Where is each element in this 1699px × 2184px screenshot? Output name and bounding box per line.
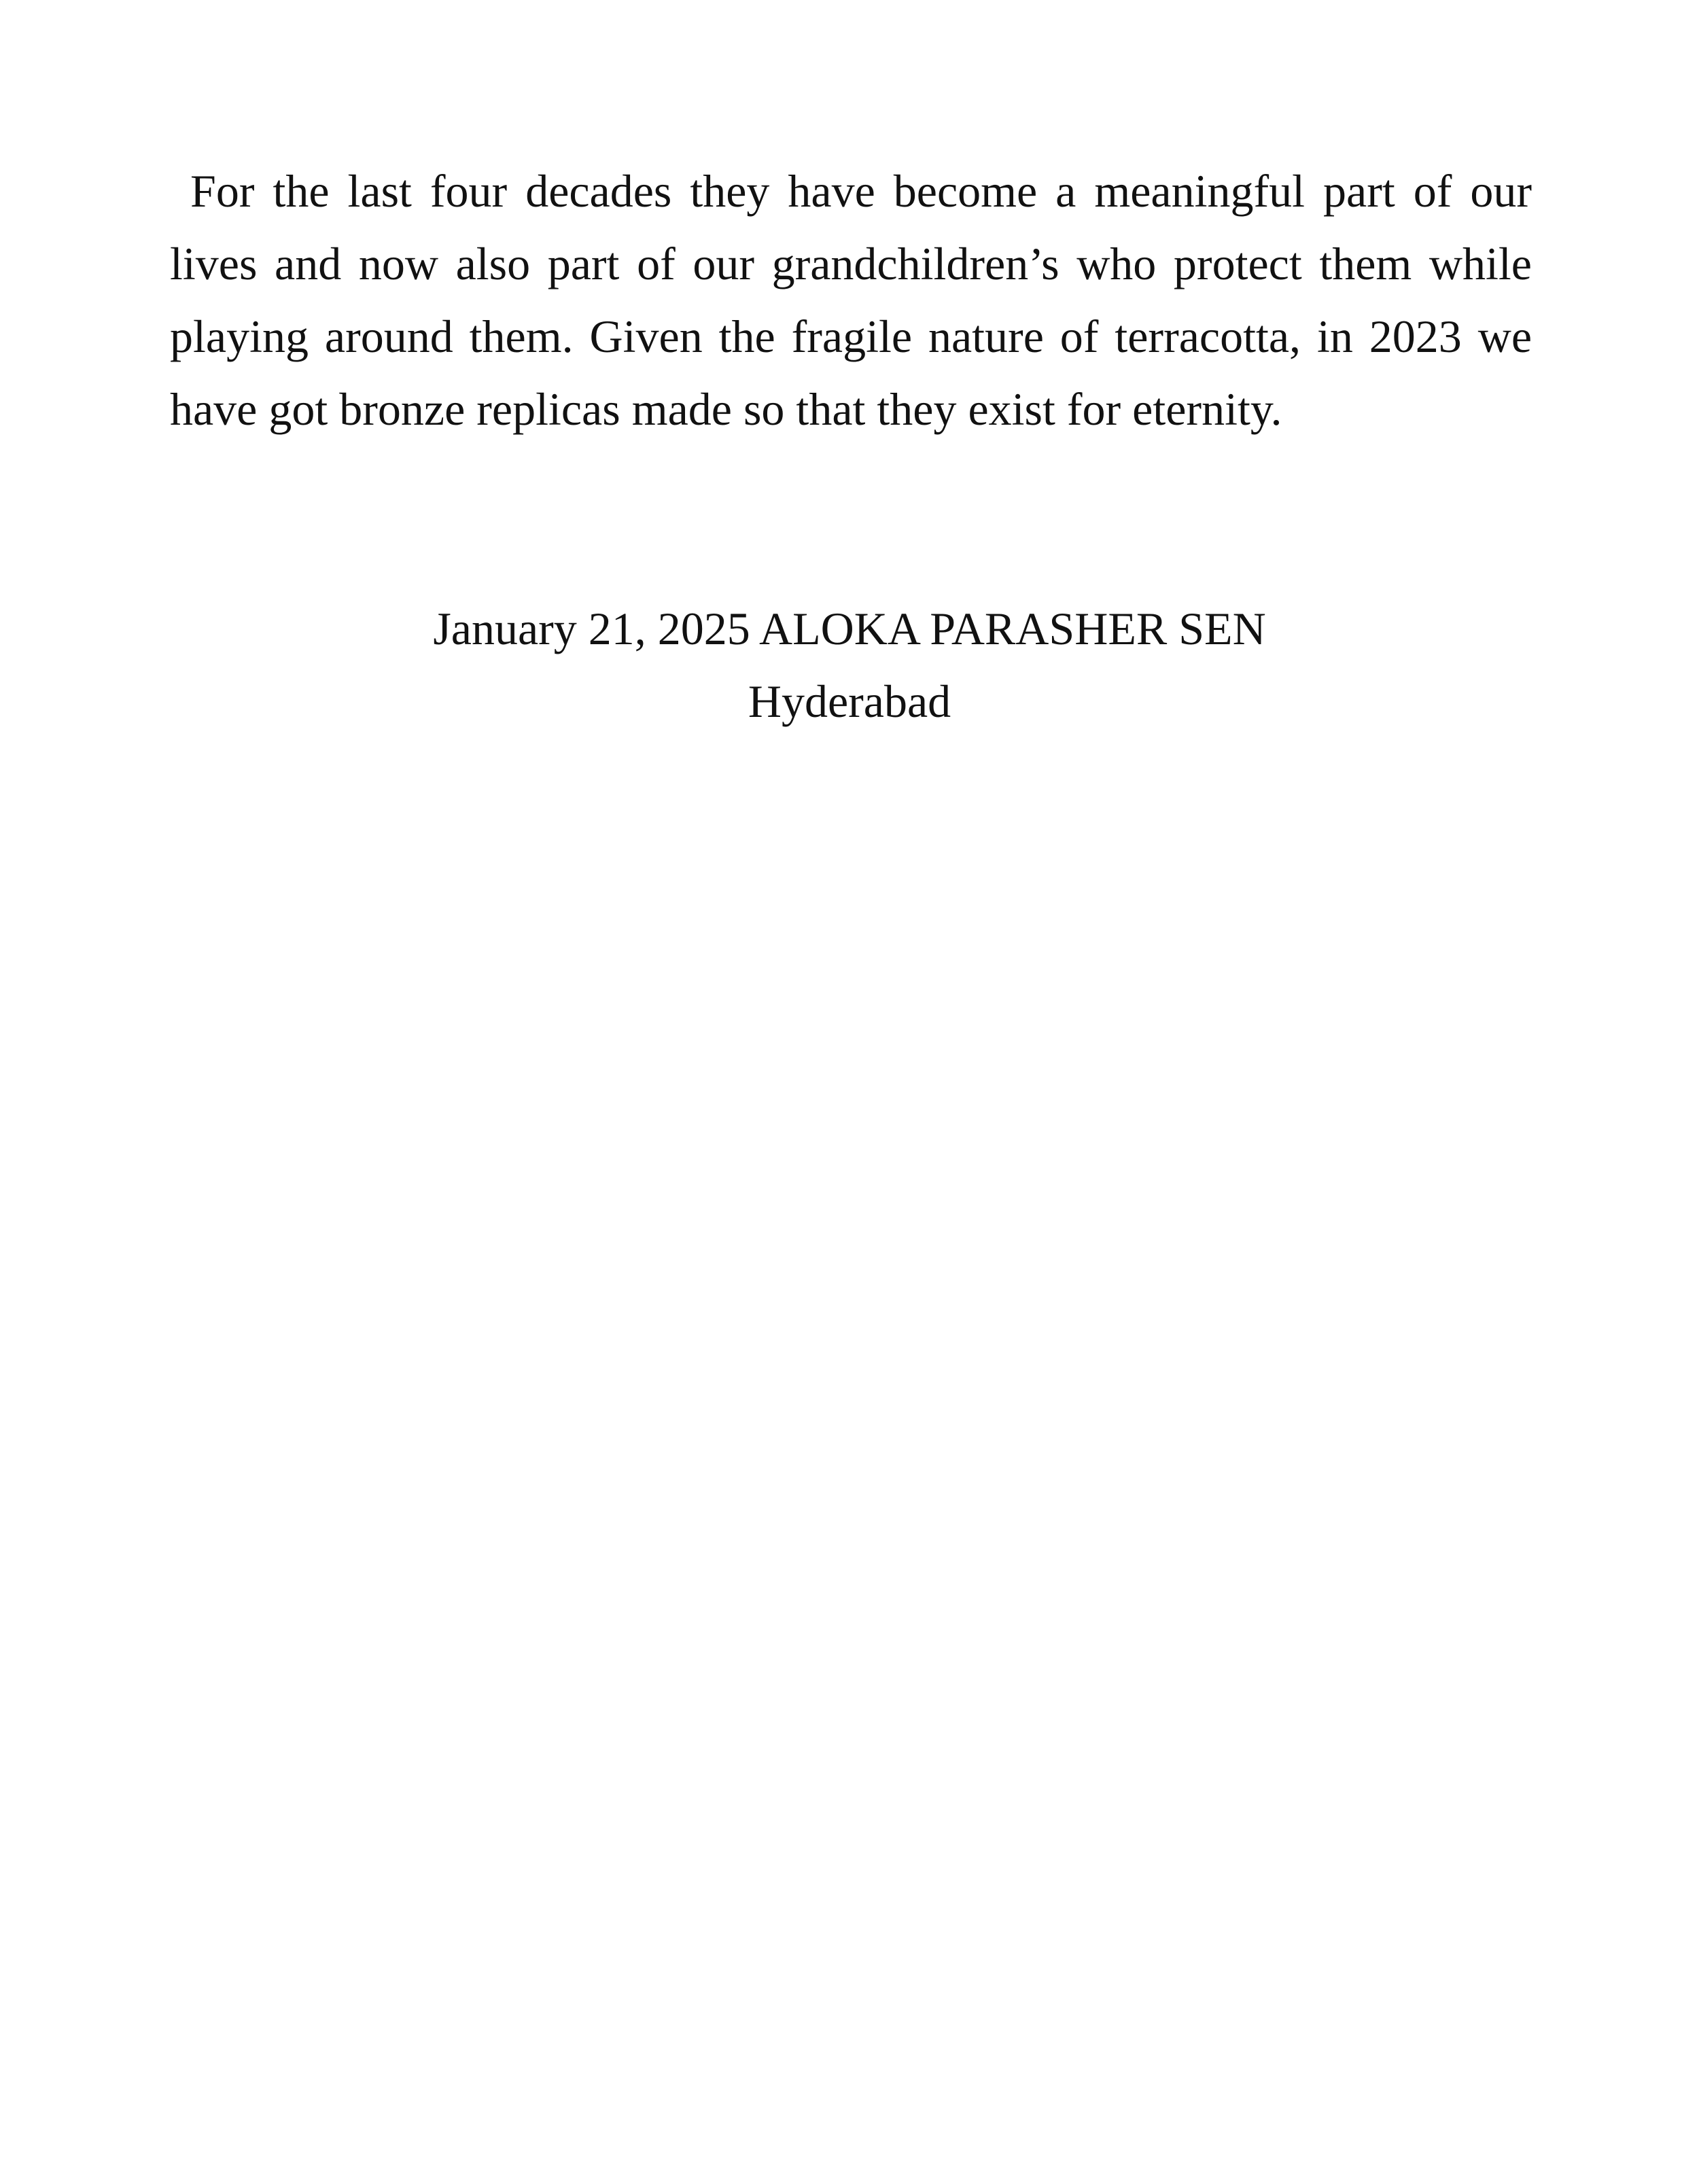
date-author-line: January 21, 2025 ALOKA PARASHER SEN xyxy=(433,603,1266,654)
signature-block xyxy=(0,593,1699,738)
body-paragraph: For the last four decades they have become a meaningful part of our lives and now also part of our grandchildren’s who protect them while playing around them. Given the fragile nature of terracotta, in 2023 we have got bronze replicas made so that they exist for eternity. xyxy=(170,165,1532,435)
place-line: Hyderabad xyxy=(748,675,951,727)
